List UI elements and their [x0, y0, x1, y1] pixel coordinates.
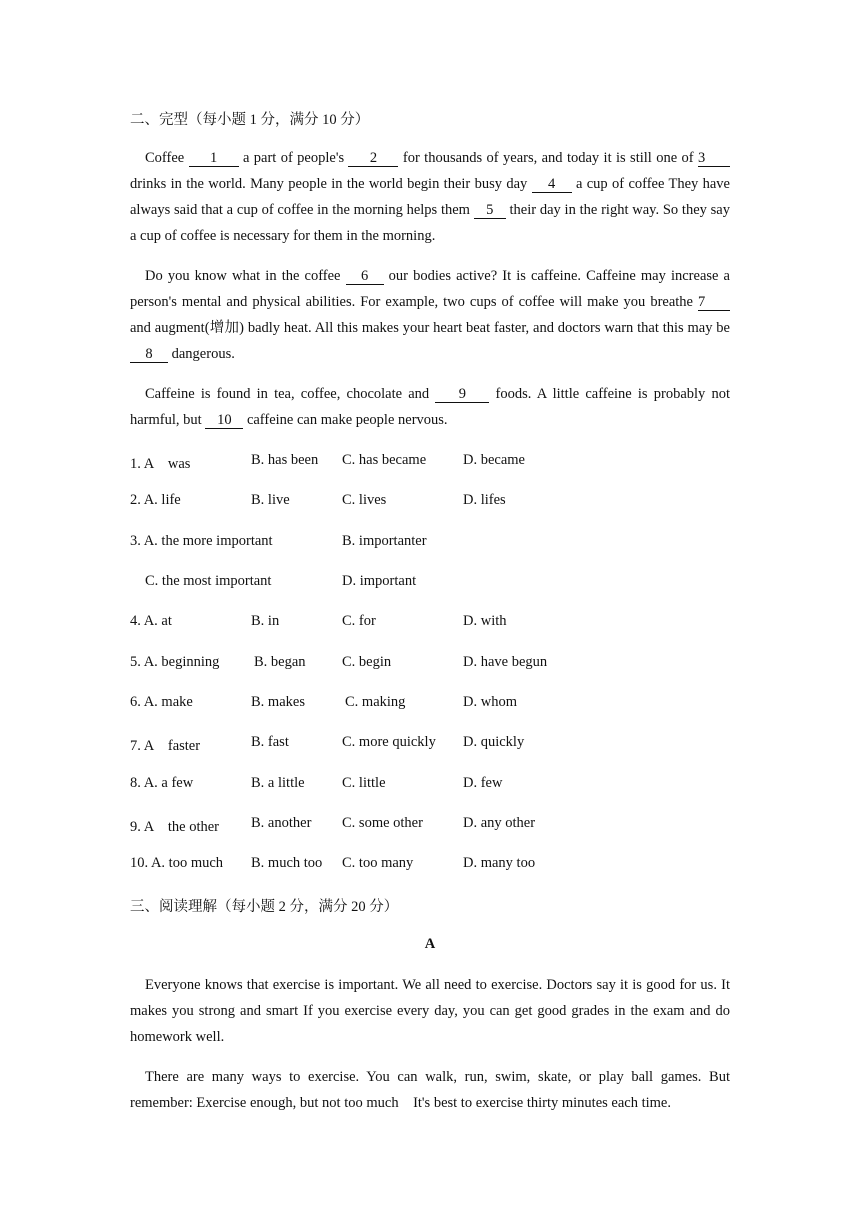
text: drinks in the world. Many people in the world begin their busy day [130, 176, 532, 192]
option-b: B. in [251, 613, 280, 629]
option-d: D. quickly [463, 734, 525, 750]
text: for thousands of years, and today it is still one of [398, 150, 698, 166]
option-b: B. importanter [342, 533, 427, 549]
options-row-2 [130, 492, 730, 512]
text: Coffee [145, 150, 189, 166]
option-d: D. many too [463, 855, 536, 871]
options-row-3 [130, 533, 730, 553]
text: foods. A little caffeine is probably not harmful, but [130, 386, 730, 428]
options-row-9 [130, 815, 730, 835]
option-c: C. more quickly [342, 734, 436, 750]
option-a: 4. A. at [130, 613, 172, 629]
cloze-paragraph-3 [130, 381, 730, 433]
section3-heading: 三、阅读理解（每小题 2 分，满分 20 分） [130, 899, 399, 915]
option-c: C. has became [342, 452, 427, 468]
reading-paragraph-1: Everyone knows that exercise is important. We all need to exercise. Doctors say it is good for us. It makes you strong and smart If you exercise every day, you can get good grades in the exam and do homework well. [130, 977, 730, 1045]
cloze-paragraph-1 [130, 145, 730, 249]
option-d: D. important [342, 573, 417, 589]
blank-9: 9 [435, 386, 489, 403]
option-b: B. much too [251, 855, 323, 871]
reading-paragraph-2: There are many ways to exercise. You can walk, run, swim, skate, or play ball games. But remember: Exercise enough, but not too much It's best to exercise thirty minutes each time. [130, 1069, 730, 1111]
option-d: D. whom [463, 694, 517, 710]
option-d: D. few [463, 775, 503, 791]
option-a: 9. A the other [130, 819, 220, 835]
options-row-10 [130, 855, 730, 875]
option-c: C. too many [342, 855, 414, 871]
option-a: 6. A. make [130, 694, 193, 710]
option-c: C. some other [342, 815, 423, 831]
option-a: 5. A. beginning [130, 654, 220, 670]
text: a part of people's [238, 150, 349, 166]
options-row-3-cont [130, 573, 730, 593]
blank-6: 6 [346, 268, 384, 285]
text: their day in the right way. So they say a cup of coffee is necessary for them in the morning. [130, 202, 730, 244]
blank-2: 2 [348, 150, 398, 167]
text: our bodies active? It is caffeine. Caffeine may increase a person's mental and physical abilities. For example, two cups of coffee will make you breathe [130, 268, 730, 310]
option-b: B. fast [251, 734, 289, 750]
option-a: 1. A was [130, 456, 191, 472]
text: caffeine can make people nervous. [243, 412, 448, 428]
option-a: 7. A faster [130, 738, 201, 754]
text: and augment(增加) badly heat. All this makes your heart beat faster, and doctors warn that this may be [130, 320, 730, 336]
option-b: B. a little [251, 775, 305, 791]
option-c: C. begin [342, 654, 392, 670]
blank-1: 1 [189, 150, 239, 167]
option-c: C. lives [342, 492, 387, 508]
blank-8: 8 [130, 346, 168, 363]
text: Caffeine is found in tea, coffee, chocolate and [145, 386, 436, 402]
section2-heading: 二、完型（每小题 1 分，满分 10 分） [130, 112, 370, 128]
option-a: 3. A. the more important [130, 533, 273, 549]
text: dangerous. [168, 346, 235, 362]
option-b: B. began [254, 654, 306, 670]
options-row-1 [130, 452, 730, 472]
passage-title: A [424, 936, 436, 952]
text: Do you know what in the coffee [145, 268, 346, 284]
option-a: 2. A. life [130, 492, 181, 508]
blank-4: 4 [532, 176, 572, 193]
options-row-8 [130, 775, 730, 795]
option-d: D. with [463, 613, 507, 629]
option-b: B. another [251, 815, 312, 831]
option-c: C. little [342, 775, 386, 791]
option-b: B. live [251, 492, 290, 508]
blank-5: 5 [474, 202, 506, 219]
blank-10: 10 [205, 412, 243, 429]
options-row-4 [130, 613, 730, 633]
option-b: B. makes [251, 694, 305, 710]
option-c: C. for [342, 613, 376, 629]
options-row-6 [130, 694, 730, 714]
option-a: 10. A. too much [130, 855, 224, 871]
option-d: D. lifes [463, 492, 506, 508]
option-a: 8. A. a few [130, 775, 194, 791]
options-row-5 [130, 654, 730, 674]
text: a cup of coffee They have always said that a cup of coffee in the morning helps them [130, 176, 730, 218]
option-c: C. the most important [145, 573, 272, 589]
option-d: D. have begun [463, 654, 548, 670]
option-b: B. has been [251, 452, 319, 468]
cloze-paragraph-2 [130, 263, 730, 367]
options-row-7 [130, 734, 730, 754]
option-d: D. became [463, 452, 525, 468]
blank-3: 3 [698, 150, 730, 167]
blank-7: 7 [698, 294, 730, 311]
option-d: D. any other [463, 815, 536, 831]
option-c: C. making [345, 694, 406, 710]
